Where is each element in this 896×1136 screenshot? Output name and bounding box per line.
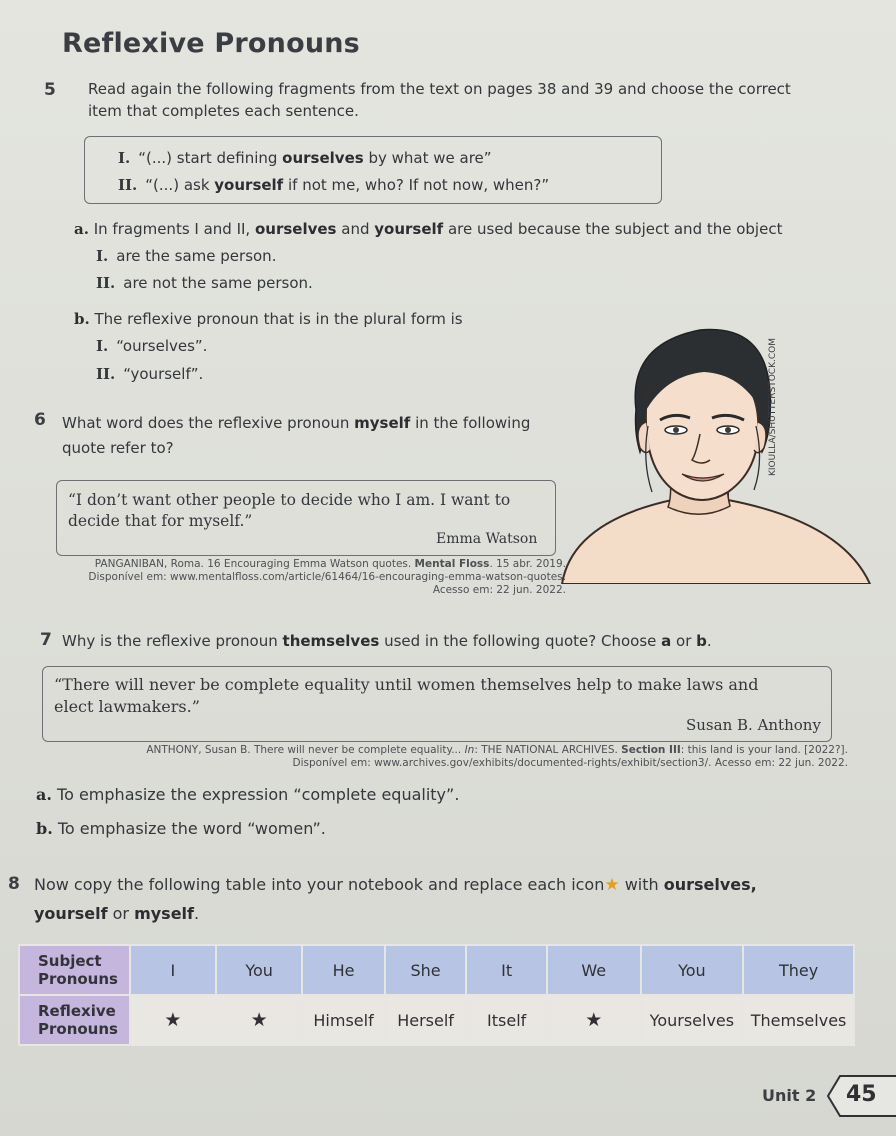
exercise-5-instruction-line1: Read again the following fragments from the text on pages 38 and 39 and choose the correct [88,80,791,98]
table-cell: I [130,945,216,995]
exercise-5-number: 5 [44,80,56,100]
exercise-7-question: Why is the reflexive pronoun themselves used in the following quote? Choose a or b. [62,632,712,650]
fragment-1: I. “(...) start defining ourselves by what we are” [118,149,492,167]
exercise-8-instruction-line2: yourself or myself. [34,904,200,923]
table-cell: They [743,945,854,995]
option-5a-2: II. are not the same person. [96,274,313,292]
anthony-citation-line2: Disponível em: www.archives.gov/exhibits/documented-rights/exhibit/section3/. Acesso em: 22 jun. 2022. [292,757,848,769]
exercise-8-instruction-line1: Now copy the following table into your notebook and replace each icon★ with ourselves, [34,875,757,895]
star-icon: ★ [216,995,303,1045]
anthony-quote-line2: elect lawmakers.” [54,697,200,716]
subject-pronouns-row [19,945,854,995]
option-7b: b. To emphasize the word “women”. [36,819,326,838]
anthony-citation-line1: ANTHONY, Susan B. There will never be complete equality... In: THE NATIONAL ARCHIVES. Section III: this land is your land. [2022?]. [146,744,848,756]
exercise-5-instruction-line2: item that completes each sentence. [88,102,359,120]
photo-credit: KIOULLA/SHUTTERSTOCK.COM [768,338,778,476]
anthony-quote-line1: “There will never be complete equality until women themselves help to make laws and [54,675,759,694]
fragment-2: II. “(...) ask yourself if not me, who? If not now, when?” [118,176,550,194]
star-icon: ★ [130,995,216,1045]
table-cell: He [302,945,384,995]
table-cell: You [216,945,303,995]
emma-quote-line1: “I don’t want other people to decide who I am. I want to [68,491,511,509]
emma-quote-author: Emma Watson [436,531,538,547]
table-cell: It [466,945,546,995]
emma-quote-line2: decide that for myself.” [68,512,253,530]
exercise-6-question-line1: What word does the reflexive pronoun myself in the following [62,414,531,432]
anthony-quote-author: Susan B. Anthony [686,716,821,734]
woman-portrait-illustration [552,322,882,584]
table-cell: Yourselves [641,995,744,1045]
page-number: 45 [846,1082,877,1107]
emma-citation-line3: Acesso em: 22 jun. 2022. [432,584,566,596]
emma-citation-line1: PANGANIBAN, Roma. 16 Encouraging Emma Watson quotes. Mental Floss. 15 abr. 2019. [94,558,566,570]
table-cell: Himself [302,995,384,1045]
option-5b-1: I. “ourselves”. [96,337,208,355]
star-icon: ★ [547,995,641,1045]
exercise-6-number: 6 [34,410,46,430]
pronouns-table [18,944,855,1046]
table-cell: You [641,945,744,995]
table-cell: She [385,945,467,995]
emma-citation-line2: Disponível em: www.mentalfloss.com/article/61464/16-encouraging-emma-watson-quotes. [88,571,566,583]
exercise-7-number: 7 [40,630,52,650]
question-5a: a. In fragments I and II, ourselves and yourself are used because the subject and the object [74,220,783,238]
reflexive-pronouns-row [19,995,854,1045]
table-cell: Itself [466,995,546,1045]
table-cell: We [547,945,641,995]
table-cell: Themselves [743,995,854,1045]
question-5b: b. The reflexive pronoun that is in the plural form is [74,310,463,328]
exercise-6-question-line2: quote refer to? [62,439,174,457]
table-cell: Herself [385,995,467,1045]
star-icon: ★ [604,875,620,895]
option-7a: a. To emphasize the expression “complete equality”. [36,785,460,804]
option-5b-2: II. “yourself”. [96,365,204,383]
row-header-subject: Subject Pronouns [19,945,130,995]
exercise-8-number: 8 [8,874,20,894]
page-title: Reflexive Pronouns [62,28,360,59]
option-5a-1: I. are the same person. [96,247,277,265]
row-header-reflexive: Reflexive Pronouns [19,995,130,1045]
unit-label: Unit 2 [762,1086,817,1105]
